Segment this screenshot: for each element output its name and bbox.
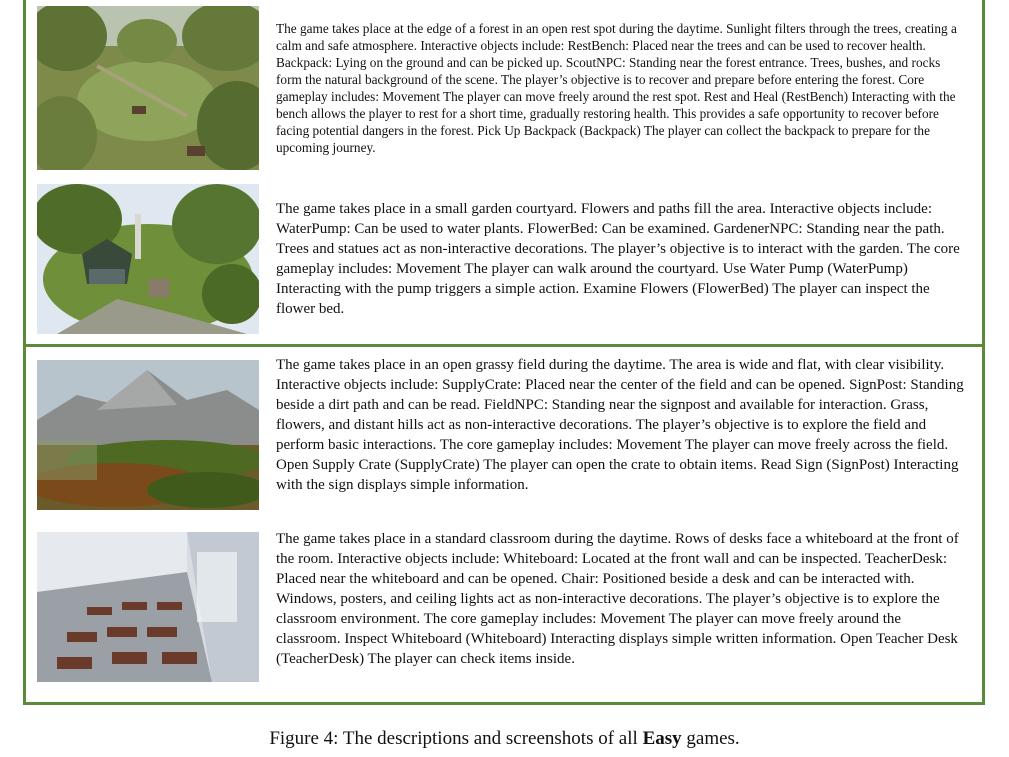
game-row-classroom (23, 517, 985, 705)
forest-rest-spot-screenshot (37, 6, 259, 170)
forest-description: The game takes place at the edge of a forest in an open rest spot during the daytime. Sunlight filters through the trees, creating a calm and safe atmosphere. Interactive objects include: RestBench: Placed near the trees and can be used to recover health. Backpack: Lying on the ground and can be picked up. ScoutNPC: Standing near the forest entrance. Trees, bushes, and rocks form the natural background of the scene. The player’s objective is to recover and prepare before entering the forest. Core gameplay includes: Movement The player can move freely around the rest spot. Rest and Heal (RestBench) Interacting with the bench allows the player to rest for a short time, gradually restoring health. This provides a safe opportunity to recover before facing potential dangers in the forest. Pick Up Backpack (Backpack) The player can collect the backpack to prepare for the upcoming journey. (276, 21, 957, 155)
garden-courtyard-screenshot (37, 184, 259, 334)
game-row-forest (23, 0, 985, 174)
grassy-field-screenshot (37, 360, 259, 510)
game-row-garden (23, 171, 985, 347)
field-description: The game takes place in an open grassy field during the daytime. The area is wide and flat, with clear visibility. Interactive objects include: SupplyCrate: Placed near the center of the field and can be opened. SignPost: Standing beside a dirt path and can be read. FieldNPC: Standing near the signpost and available for interaction. Grass, flowers, and distant hills act as non-interactive decorations. The player’s objective is to explore the field and perform basic interactions. The core gameplay includes: Movement The player can move freely across the field. Open Supply Crate (SupplyCrate) The player can open the crate to obtain items. Read Sign (SignPost) Interacting with the sign displays simple information. (276, 357, 964, 493)
caption-bold: Easy (642, 728, 682, 749)
caption-suffix: games. (681, 728, 740, 749)
garden-description: The game takes place in a small garden courtyard. Flowers and paths fill the area. Interactive objects include: WaterPump: Can be used to water plants. FlowerBed: Can be examined. GardenerNPC: Standing near the path. Trees and statues act as non-interactive decorations. The player’s objective is to interact with the garden. The core gameplay includes: Movement The player can walk around the courtyard. Use Water Pump (WaterPump) Interacting with the pump triggers a simple action. Examine Flowers (FlowerBed) The player can inspect the flower bed. (276, 201, 960, 317)
figure-caption (0, 728, 1009, 750)
classroom-description: The game takes place in a standard classroom during the daytime. Rows of desks face a whiteboard at the front of the room. Interactive objects include: Whiteboard: Located at the front wall and can be inspected. TeacherDesk: Placed near the whiteboard and can be opened. Chair: Positioned beside a desk and can be interacted with. Windows, posters, and ceiling lights act as non-interactive decorations. The player’s objective is to explore the classroom environment. The core gameplay includes: Movement The player can move freely around the classroom. Inspect Whiteboard (Whiteboard) Interacting displays simple written information. Open Teacher Desk (TeacherDesk) The player can check items inside. (276, 531, 959, 667)
caption-prefix: Figure 4: The descriptions and screenshots of all (269, 728, 643, 749)
game-row-field (23, 347, 985, 520)
classroom-screenshot (37, 532, 259, 682)
